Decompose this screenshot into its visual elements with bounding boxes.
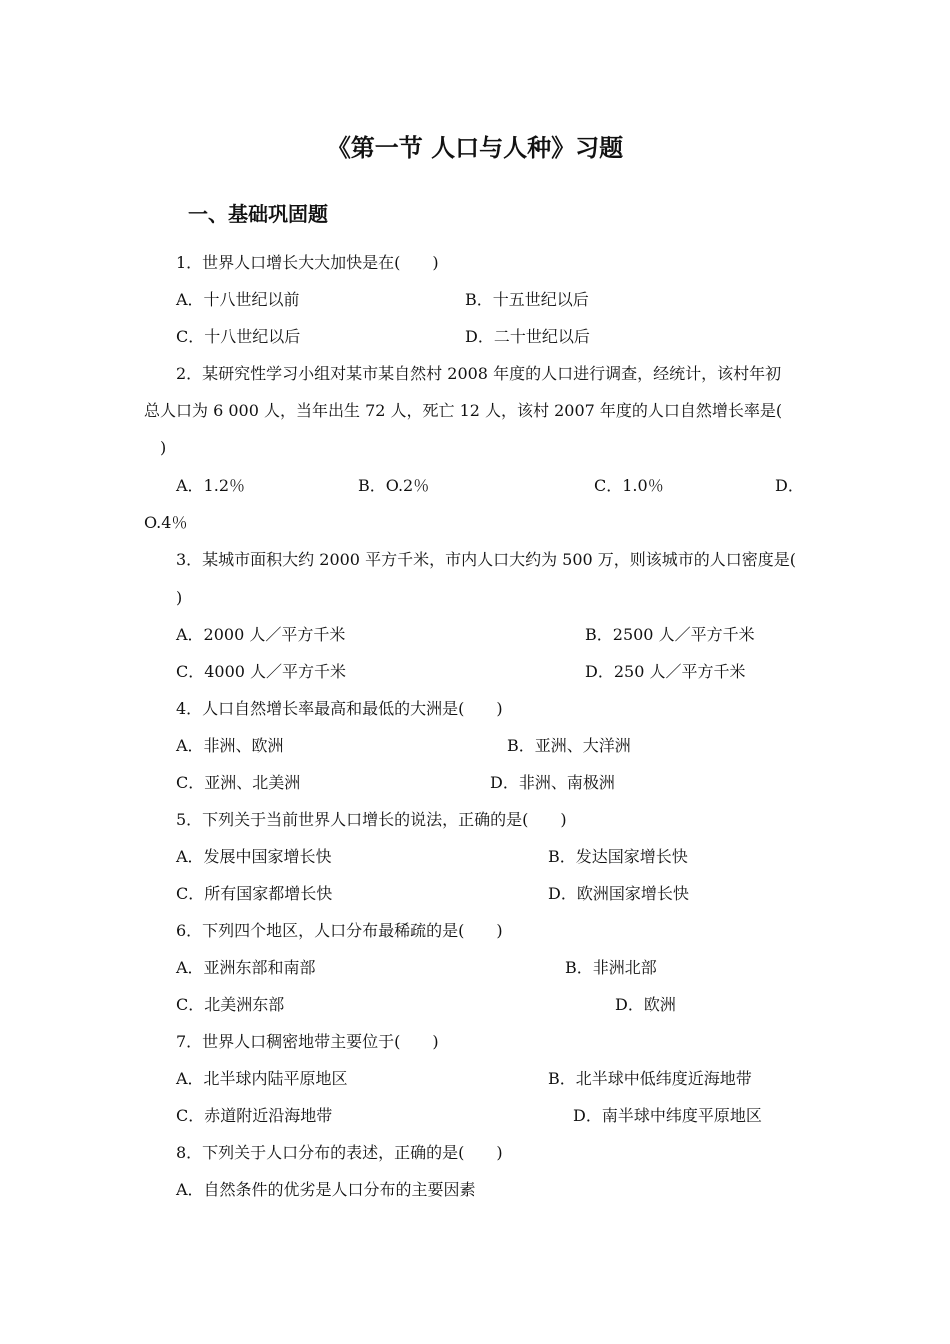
question-3-option-c: C．4000 人／平方千米 xyxy=(176,662,347,681)
question-4-option-c: C．亚洲、北美洲 xyxy=(176,773,301,792)
question-2-option-b: B．O.2％ xyxy=(358,476,430,495)
question-1-option-a: A．十八世纪以前 xyxy=(176,290,300,309)
question-6-option-b: B．非洲北部 xyxy=(565,958,657,977)
question-4-option-b: B．亚洲、大洋洲 xyxy=(507,736,631,755)
question-3-option-d: D．250 人／平方千米 xyxy=(585,662,746,681)
question-5-option-d: D．欧洲国家增长快 xyxy=(548,884,689,903)
question-3-option-b: B．2500 人／平方千米 xyxy=(585,625,755,644)
question-3-stem-line-2: ) xyxy=(176,588,183,607)
question-3-option-a: A．2000 人／平方千米 xyxy=(176,625,346,644)
question-2-option-a: A．1.2％ xyxy=(176,476,246,495)
question-7-stem: 7．世界人口稠密地带主要位于( ) xyxy=(176,1032,439,1051)
question-4-stem: 4．人口自然增长率最高和最低的大洲是( ) xyxy=(176,699,503,718)
page-title: 《第一节 人口与人种》习题 xyxy=(326,134,624,162)
question-2-option-d-label: D． xyxy=(775,476,804,495)
question-7-option-a: A．北半球内陆平原地区 xyxy=(176,1069,348,1088)
question-7-option-d: D．南半球中纬度平原地区 xyxy=(573,1106,762,1125)
question-1-stem: 1．世界人口增长大大加快是在( ) xyxy=(176,253,439,272)
question-4-option-a: A．非洲、欧洲 xyxy=(176,736,284,755)
question-5-option-c: C．所有国家都增长快 xyxy=(176,884,333,903)
question-1-option-c: C．十八世纪以后 xyxy=(176,327,301,346)
question-1-option-b: B．十五世纪以后 xyxy=(465,290,589,309)
question-2-option-c: C．1.0％ xyxy=(594,476,664,495)
question-7-option-c: C．赤道附近沿海地带 xyxy=(176,1106,333,1125)
question-7-option-b: B．北半球中低纬度近海地带 xyxy=(548,1069,752,1088)
question-3-stem-line-1: 3．某城市面积大约 2000 平方千米，市内人口大约为 500 万，则该城市的人口密度是( xyxy=(176,550,797,569)
question-5-stem: 5．下列关于当前世界人口增长的说法，正确的是( ) xyxy=(176,810,567,829)
question-6-stem: 6．下列四个地区，人口分布最稀疏的是( ) xyxy=(176,921,503,940)
question-6-option-d: D．欧洲 xyxy=(615,995,676,1014)
question-4-option-d: D．非洲、南极洲 xyxy=(490,773,615,792)
question-2-stem-line-2: 总人口为 6 000 人，当年出生 72 人，死亡 12 人，该村 2007 年度的人口自然增长率是( xyxy=(144,401,783,420)
question-6-option-c: C．北美洲东部 xyxy=(176,995,285,1014)
question-6-option-a: A．亚洲东部和南部 xyxy=(176,958,316,977)
question-2-stem-line-1: 2．某研究性学习小组对某市某自然村 2008 年度的人口进行调查，经统计，该村年初 xyxy=(176,364,782,383)
question-2-stem-line-3: ) xyxy=(160,438,167,457)
question-8-stem: 8．下列关于人口分布的表述，正确的是( ) xyxy=(176,1143,503,1162)
question-5-option-a: A．发展中国家增长快 xyxy=(176,847,332,866)
section-heading: 一、基础巩固题 xyxy=(188,202,328,226)
question-8-option-a: A．自然条件的优劣是人口分布的主要因素 xyxy=(176,1180,476,1199)
question-1-option-d: D．二十世纪以后 xyxy=(465,327,590,346)
question-2-option-d-value: O.4％ xyxy=(144,513,188,532)
question-5-option-b: B．发达国家增长快 xyxy=(548,847,688,866)
